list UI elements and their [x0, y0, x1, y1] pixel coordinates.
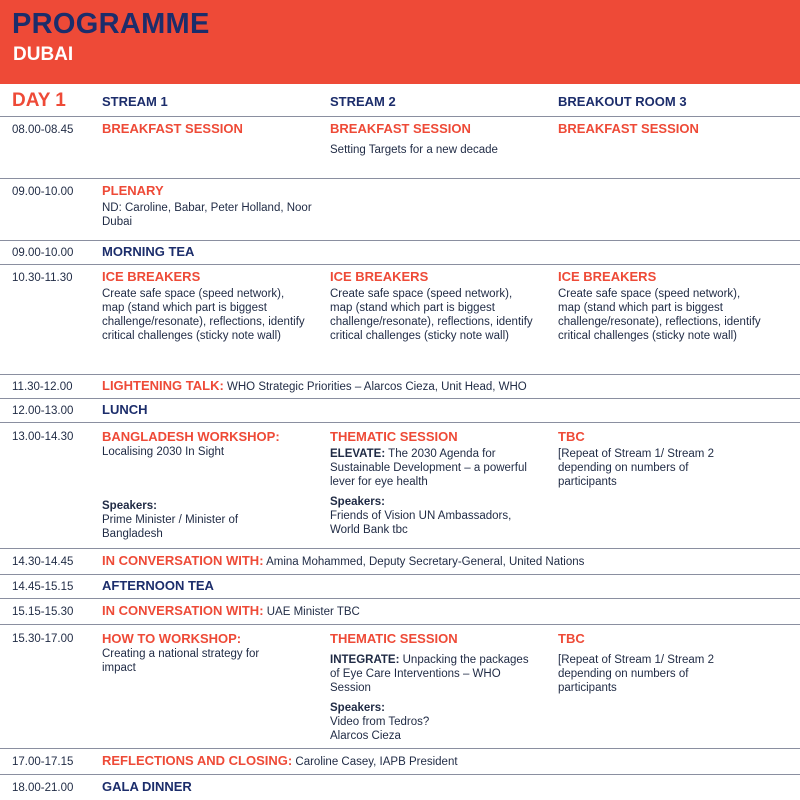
stream-1-session — [102, 631, 272, 675]
stream-1-heading: STREAM 1 — [102, 94, 168, 109]
session-description: UAE Minister TBC — [266, 606, 360, 618]
session-description: The 2030 Agenda for Sustainable Development – a powerful lever for eye health — [330, 448, 527, 488]
room-3-session — [558, 631, 748, 695]
row-time: 14.45-15.15 — [12, 581, 74, 593]
day-heading: DAY 1 — [12, 90, 66, 111]
stream-1-session — [102, 121, 243, 137]
session-title: THEMATIC SESSION — [330, 429, 458, 444]
session-label: IN CONVERSATION WITH: — [102, 553, 264, 568]
session-description: Caroline Casey, IAPB President — [295, 756, 458, 768]
speakers-list: Prime Minister / Minister of Bangladesh — [102, 514, 239, 540]
session-description: Unpacking the packages of Eye Care Interventions – WHO Session — [330, 654, 529, 694]
schedule-row-conversation-2 — [0, 598, 800, 624]
stream-2-session — [330, 269, 536, 343]
schedule-row-reflections — [0, 748, 800, 774]
session-title: GALA DINNER — [102, 779, 192, 794]
schedule-row-lunch — [0, 398, 800, 422]
session-description: [Repeat of Stream 1/ Stream 2 depending on numbers of participants — [558, 654, 714, 694]
stream-2-session — [330, 429, 535, 537]
row-time: 17.00-17.15 — [12, 756, 74, 768]
full-width-session — [102, 379, 792, 394]
schedule-row-lightening-talk — [0, 374, 800, 398]
schedule-row-breakfast — [0, 116, 800, 178]
stream-1-session — [102, 429, 302, 541]
session-title: BREAKFAST SESSION — [102, 121, 243, 136]
speakers-label: Speakers: — [330, 702, 385, 714]
session-description: Create safe space (speed network), map (stand which part is biggest challenge/resonate), reflections, identify critical challenges (sticky note wall) — [558, 288, 761, 342]
session-label: IN CONVERSATION WITH: — [102, 603, 264, 618]
schedule-row-conversation-1 — [0, 548, 800, 574]
speakers-label: Speakers: — [102, 500, 157, 512]
full-width-session — [102, 754, 792, 769]
session-title: ICE BREAKERS — [558, 269, 657, 284]
row-time: 08.00-08.45 — [12, 124, 74, 136]
row-time: 09.00-10.00 — [12, 186, 74, 198]
breakout-room-3-heading: BREAKOUT ROOM 3 — [558, 94, 687, 109]
stream-2-session — [330, 121, 550, 157]
speakers-list: Friends of Vision UN Ambassadors, World Bank tbc — [330, 510, 512, 536]
stream-1-session — [102, 578, 214, 594]
session-title: BREAKFAST SESSION — [330, 121, 471, 136]
session-title: BREAKFAST SESSION — [558, 121, 699, 136]
stream-1-session — [102, 244, 194, 260]
session-title: AFTERNOON TEA — [102, 578, 214, 593]
room-3-session — [558, 269, 764, 343]
session-title: ICE BREAKERS — [330, 269, 429, 284]
schedule-row-workshops — [0, 422, 800, 548]
session-description: Localising 2030 In Sight — [102, 446, 225, 458]
session-description: Amina Mohammed, Deputy Secretary-General, United Nations — [266, 556, 585, 568]
room-3-session — [558, 429, 748, 489]
row-time: 11.30-12.00 — [12, 381, 73, 393]
row-time: 12.00-13.00 — [12, 405, 74, 417]
row-time: 15.15-15.30 — [12, 606, 74, 618]
full-width-session — [102, 554, 792, 569]
row-time: 14.30-14.45 — [12, 556, 74, 568]
session-title: TBC — [558, 429, 585, 444]
session-title: ICE BREAKERS — [102, 269, 201, 284]
session-title: LUNCH — [102, 402, 148, 417]
session-title: HOW TO WORKSHOP: — [102, 631, 242, 646]
stream-1-session — [102, 269, 308, 343]
schedule-row-morning-tea — [0, 240, 800, 264]
session-title: MORNING TEA — [102, 244, 195, 259]
row-time: 18.00-21.00 — [12, 782, 74, 794]
session-title: THEMATIC SESSION — [330, 631, 458, 646]
session-description: WHO Strategic Priorities – Alarcos Cieza, Unit Head, WHO — [227, 381, 527, 393]
row-time: 13.00-14.30 — [12, 431, 74, 443]
schedule-row-how-to-workshop — [0, 624, 800, 748]
row-time: 15.30-17.00 — [12, 633, 74, 645]
session-label: LIGHTENING TALK: — [102, 378, 224, 393]
row-time: 10.30-11.30 — [12, 272, 73, 284]
schedule-row-afternoon-tea — [0, 574, 800, 598]
stream-1-session — [102, 779, 192, 795]
schedule-row-plenary — [0, 178, 800, 240]
session-lead: INTEGRATE: — [330, 654, 400, 666]
page-title: PROGRAMME — [12, 8, 210, 40]
programme-header — [0, 0, 800, 84]
row-time: 09.00-10.00 — [12, 247, 74, 259]
stream-1-session — [102, 183, 312, 229]
session-title: PLENARY — [102, 183, 164, 198]
full-width-session — [102, 604, 792, 619]
session-description: Setting Targets for a new decade — [330, 144, 498, 156]
session-description: [Repeat of Stream 1/ Stream 2 depending on numbers of participants — [558, 448, 714, 488]
schedule-row-ice-breakers — [0, 264, 800, 374]
session-title: BANGLADESH WORKSHOP: — [102, 429, 280, 444]
room-3-session — [558, 121, 699, 137]
stream-2-heading: STREAM 2 — [330, 94, 396, 109]
session-lead: ELEVATE: — [330, 448, 386, 460]
page-subtitle: DUBAI — [13, 44, 74, 65]
session-description: Creating a national strategy for impact — [102, 648, 260, 674]
session-description: Create safe space (speed network), map (stand which part is biggest challenge/resonate), reflections, identify critical challenges (sticky note wall) — [330, 288, 533, 342]
session-label: REFLECTIONS AND CLOSING: — [102, 753, 293, 768]
stream-2-session — [330, 631, 540, 743]
speakers-label: Speakers: — [330, 496, 385, 508]
stream-1-session — [102, 402, 148, 418]
session-title: TBC — [558, 631, 585, 646]
schedule-row-gala-dinner — [0, 774, 800, 800]
session-description: ND: Caroline, Babar, Peter Holland, Noor Dubai — [102, 202, 312, 228]
speakers-list: Video from Tedros? Alarcos Cieza — [330, 716, 430, 742]
session-description: Create safe space (speed network), map (stand which part is biggest challenge/resonate), reflections, identify critical challenges (sticky note wall) — [102, 288, 305, 342]
